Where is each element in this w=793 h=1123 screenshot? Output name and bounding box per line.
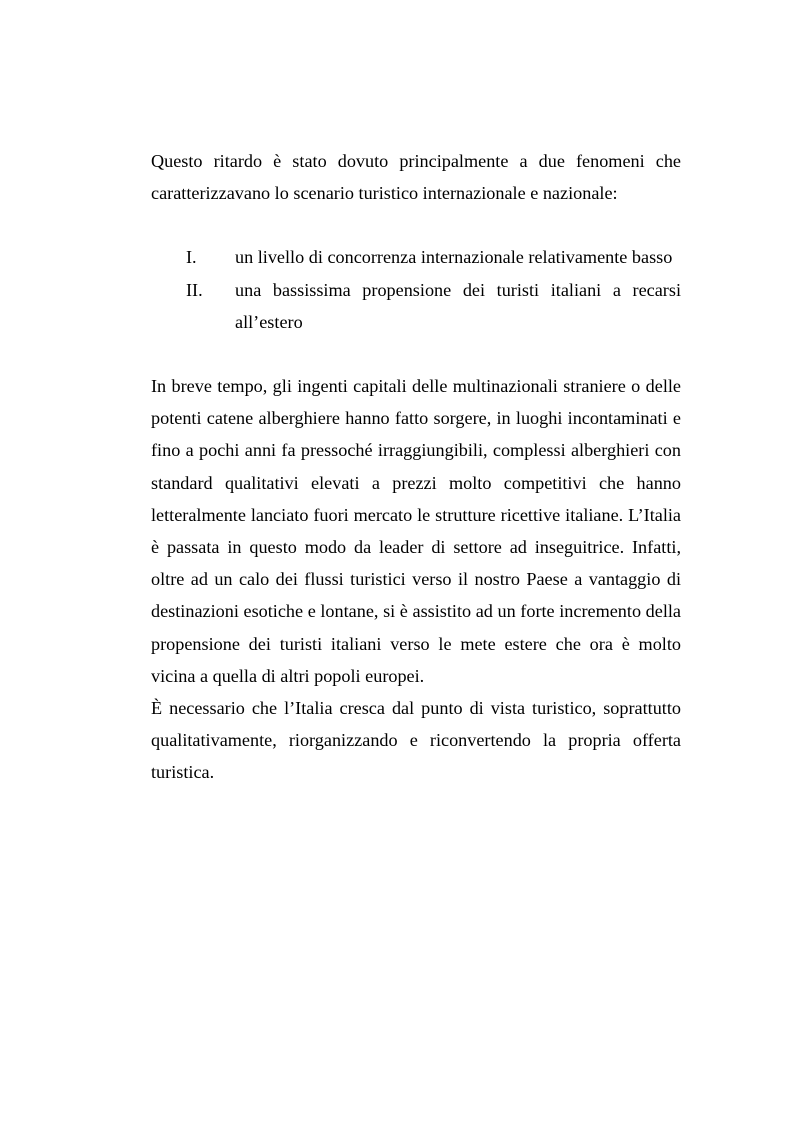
body-paragraph: In breve tempo, gli ingenti capitali delle multinazionali straniere o delle potenti catene alberghiere hanno fatto sorgere, in luoghi incontaminati e fino a pochi anni fa pressoché irraggiungibili, complessi alberghieri con standard qualitativi elevati a prezzi molto competitivi che hanno letteralmente lanciato fuori mercato le strutture ricettive italiane. L’Italia è passata in questo modo da leader di settore ad inseguitrice. Infatti, oltre ad un calo dei flussi turistici verso il nostro Paese a vantaggio di destinazioni esotiche e lontane, si è assistito ad un forte incremento della propensione dei turisti italiani verso le mete estere che ora è molto vicina a quella di altri popoli europei.: [151, 376, 681, 686]
list-item-text: una bassissima propensione dei turisti italiani a recarsi all’estero: [235, 279, 681, 332]
document-page: [151, 145, 681, 789]
list-item-text: un livello di concorrenza internazionale relativamente basso: [235, 247, 673, 268]
list-item: [151, 241, 681, 273]
list-item-number: I.: [186, 247, 197, 268]
intro-paragraph: Questo ritardo è stato dovuto principalmente a due fenomeni che caratterizzavano lo scenario turistico internazionale e nazionale:: [151, 151, 681, 204]
list-item-number: II.: [186, 279, 203, 300]
conclusion-paragraph: È necessario che l’Italia cresca dal punto di vista turistico, soprattutto qualitativamente, riorganizzando e riconvertendo la propria offerta turistica.: [151, 698, 681, 783]
list-item: [151, 274, 681, 338]
phenomena-list: [151, 241, 681, 338]
